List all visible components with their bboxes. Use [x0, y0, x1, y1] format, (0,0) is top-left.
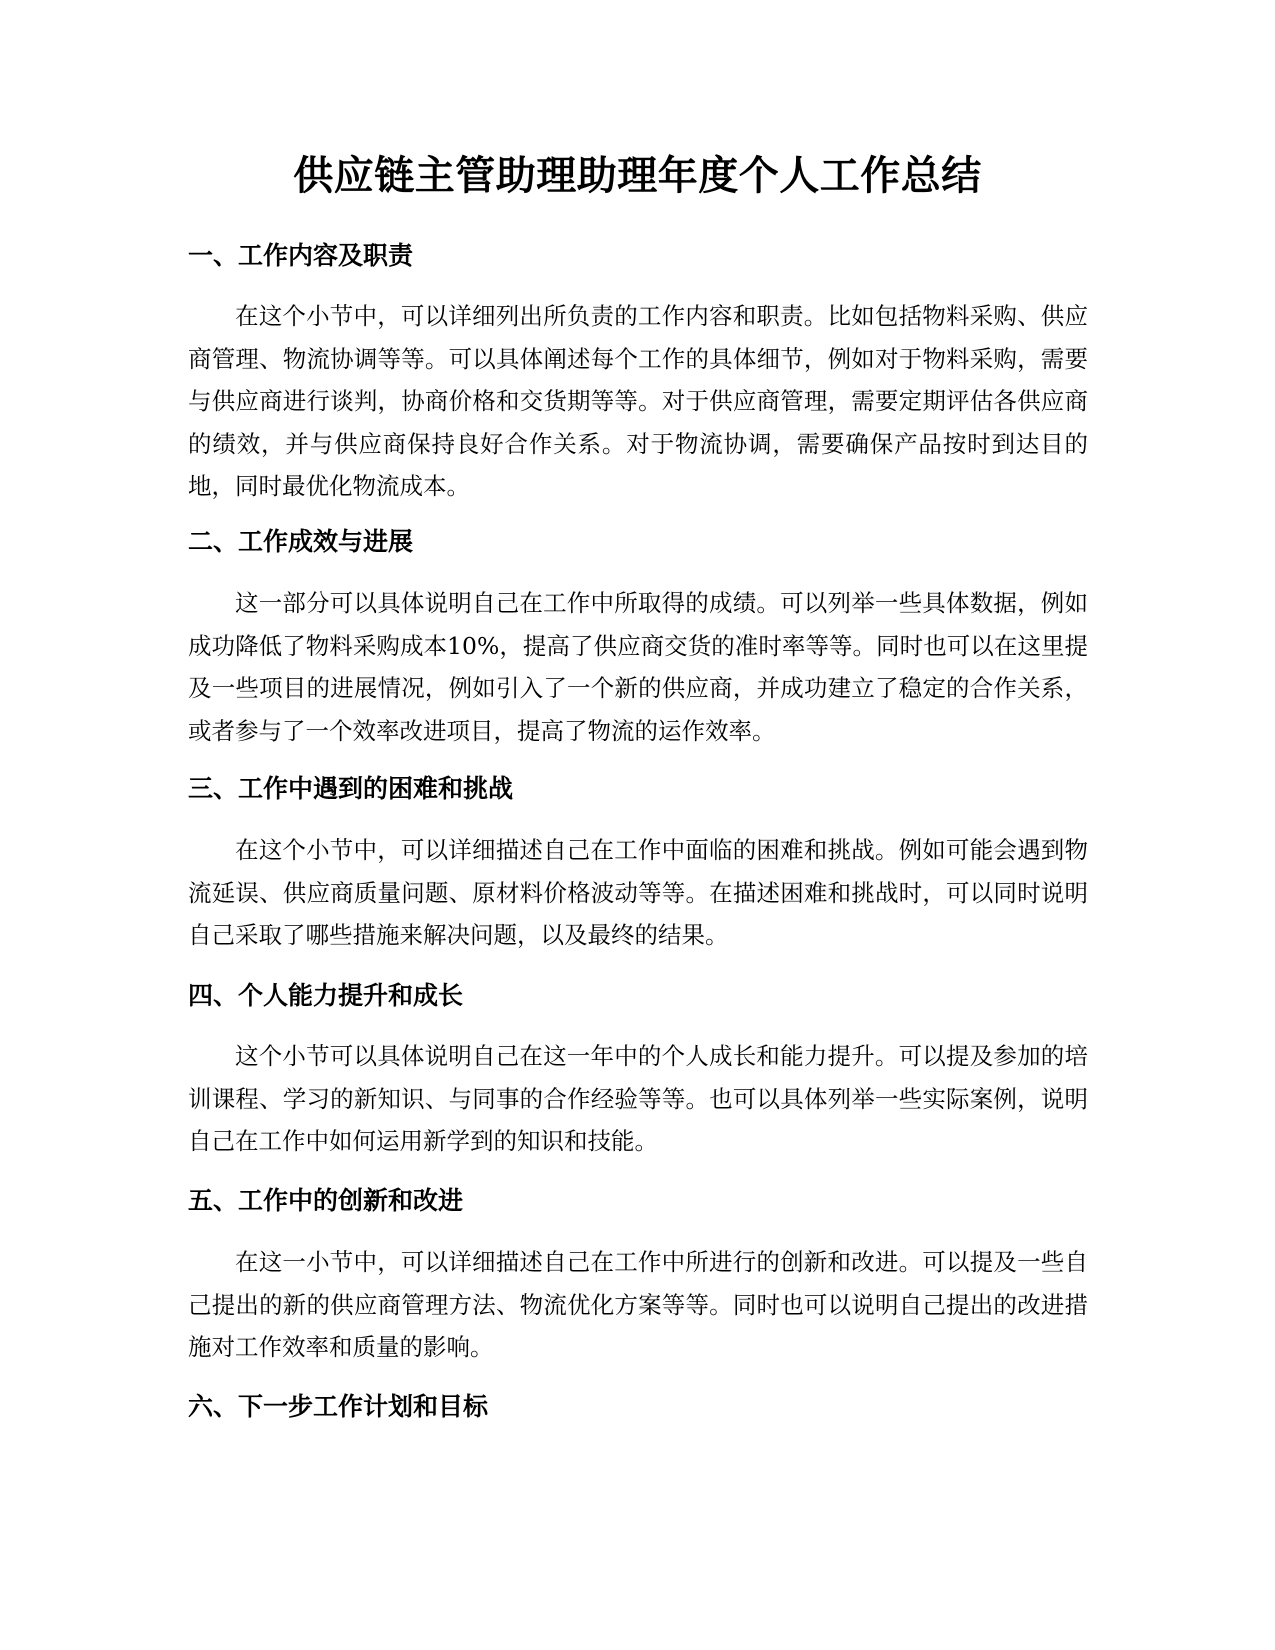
section-heading-2: 二、工作成效与进展: [188, 527, 414, 556]
section-heading-1: 一、工作内容及职责: [188, 241, 414, 270]
section-paragraph-2: 这一部分可以具体说明自己在工作中所取得的成绩。可以列举一些具体数据，例如成功降低了物料采购成本10%，提高了供应商交货的准时率等等。同时也可以在这里提及一些项目的进展情况，例如引入了一个新的供应商，并成功建立了稳定的合作关系，或者参与了一个效率改进项目，提高了物流的运作效率。: [188, 589, 1088, 745]
section-paragraph-3: 在这个小节中，可以详细描述自己在工作中面临的困难和挑战。例如可能会遇到物流延误、供应商质量问题、原材料价格波动等等。在描述困难和挑战时，可以同时说明自己采取了哪些措施来解决问题，以及最终的结果。: [188, 836, 1088, 949]
section-heading-4: 四、个人能力提升和成长: [188, 981, 464, 1010]
section-paragraph-1: 在这个小节中，可以详细列出所负责的工作内容和职责。比如包括物料采购、供应商管理、物流协调等等。可以具体阐述每个工作的具体细节，例如对于物料采购，需要与供应商进行谈判，协商价格和交货期等等。对于供应商管理，需要定期评估各供应商的绩效，并与供应商保持良好合作关系。对于物流协调，需要确保产品按时到达目的地，同时最优化物流成本。: [188, 302, 1088, 500]
section-heading-3: 三、工作中遇到的困难和挑战: [188, 774, 514, 803]
section-heading-6: 六、下一步工作计划和目标: [188, 1392, 489, 1421]
section-heading-5: 五、工作中的创新和改进: [188, 1186, 464, 1215]
section-paragraph-5: 在这一小节中，可以详细描述自己在工作中所进行的创新和改进。可以提及一些自己提出的新的供应商管理方法、物流优化方案等等。同时也可以说明自己提出的改进措施对工作效率和质量的影响。: [188, 1248, 1088, 1361]
section-paragraph-4: 这个小节可以具体说明自己在这一年中的个人成长和能力提升。可以提及参加的培训课程、学习的新知识、与同事的合作经验等等。也可以具体列举一些实际案例，说明自己在工作中如何运用新学到的知识和技能。: [188, 1042, 1088, 1155]
document-title: 供应链主管助理助理年度个人工作总结: [293, 153, 982, 199]
